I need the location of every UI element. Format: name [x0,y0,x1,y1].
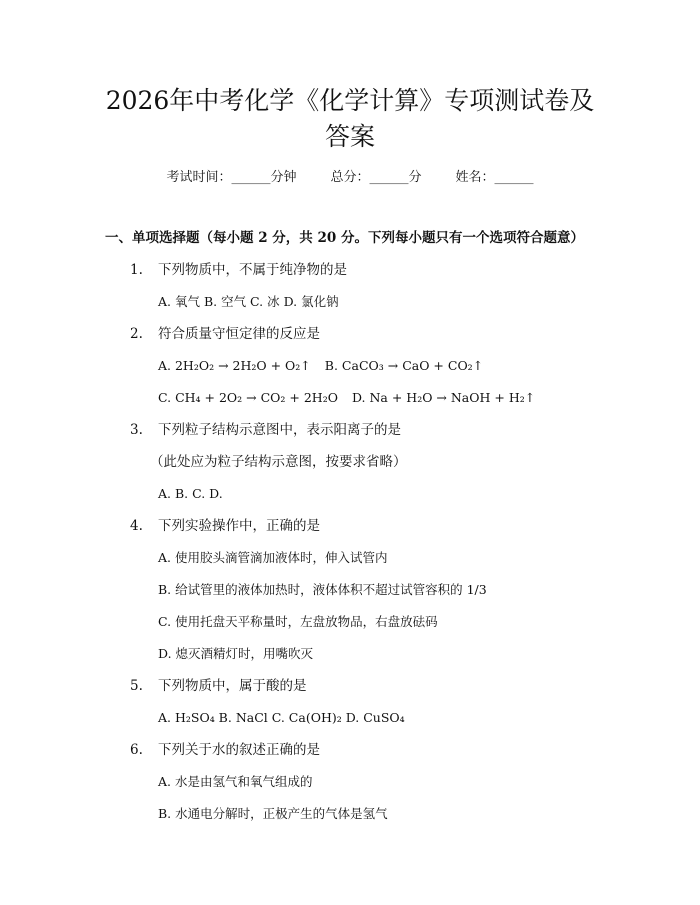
question-4-option-d: D. 熄灭酒精灯时，用嘴吹灭 [158,646,314,661]
question-6-option-a: A. 水是由氢气和氧气组成的 [158,774,313,789]
question-5 [130,676,307,696]
page-title: 2026年中考化学《化学计算》专项测试卷及 [105,86,595,115]
question-4-option-b: B. 给试管里的液体加热时，液体体积不超过试管容积的 1/3 [158,582,487,597]
question-number: 4. [130,518,143,534]
question-3-note: （此处应为粒子结构示意图，按要求省略） [150,454,407,470]
question-stem: 下列实验操作中，正确的是 [158,518,320,534]
question-stem: 符合质量守恒定律的反应是 [158,326,320,342]
question-2-options-row-2 [158,388,535,408]
option-c: C. CH₄ + 2O₂ → CO₂ + 2H₂O [158,390,338,405]
question-1-options: A. 氧气 B. 空气 C. 冰 D. 氯化钠 [158,294,339,309]
exam-info-bar [0,168,700,188]
question-3 [130,420,401,440]
question-number: 2. [130,326,143,342]
question-stem: 下列粒子结构示意图中，表示阳离子的是 [158,422,401,438]
question-6-option-b: B. 水通电分解时，正极产生的气体是氢气 [158,806,388,821]
question-stem: 下列关于水的叙述正确的是 [158,742,320,758]
option-b: B. CaCO₃ → CaO + CO₂↑ [324,358,484,373]
question-6 [130,740,320,760]
question-number: 1. [130,262,143,278]
question-1 [130,260,347,280]
section-heading: 一、单项选择题（每小题 2 分，共 20 分。下列每小题只有一个选项符合题意） [105,230,584,246]
question-2 [130,324,320,344]
question-stem: 下列物质中，属于酸的是 [158,678,307,694]
question-4 [130,516,320,536]
question-number: 6. [130,742,143,758]
question-2-options-row-1 [158,356,483,376]
page-title-continued: 答案 [324,122,375,151]
student-name-field: 姓名：______ [455,170,534,185]
question-5-options: A. H₂SO₄ B. NaCl C. Ca(OH)₂ D. CuSO₄ [158,710,405,725]
option-d: D. Na + H₂O → NaOH + H₂↑ [351,390,536,405]
question-stem: 下列物质中，不属于纯净物的是 [158,262,347,278]
question-4-option-c: C. 使用托盘天平称量时，左盘放物品，右盘放砝码 [158,614,438,629]
option-a: A. 2H₂O₂ → 2H₂O + O₂↑ [158,358,311,373]
question-number: 3. [130,422,143,438]
question-number: 5. [130,678,143,694]
question-4-option-a: A. 使用胶头滴管滴加液体时，伸入试管内 [158,550,388,565]
question-3-options: A. B. C. D. [158,486,223,501]
exam-time-field: 考试时间：______分钟 [166,170,297,185]
total-score-field: 总分：______分 [330,170,422,185]
